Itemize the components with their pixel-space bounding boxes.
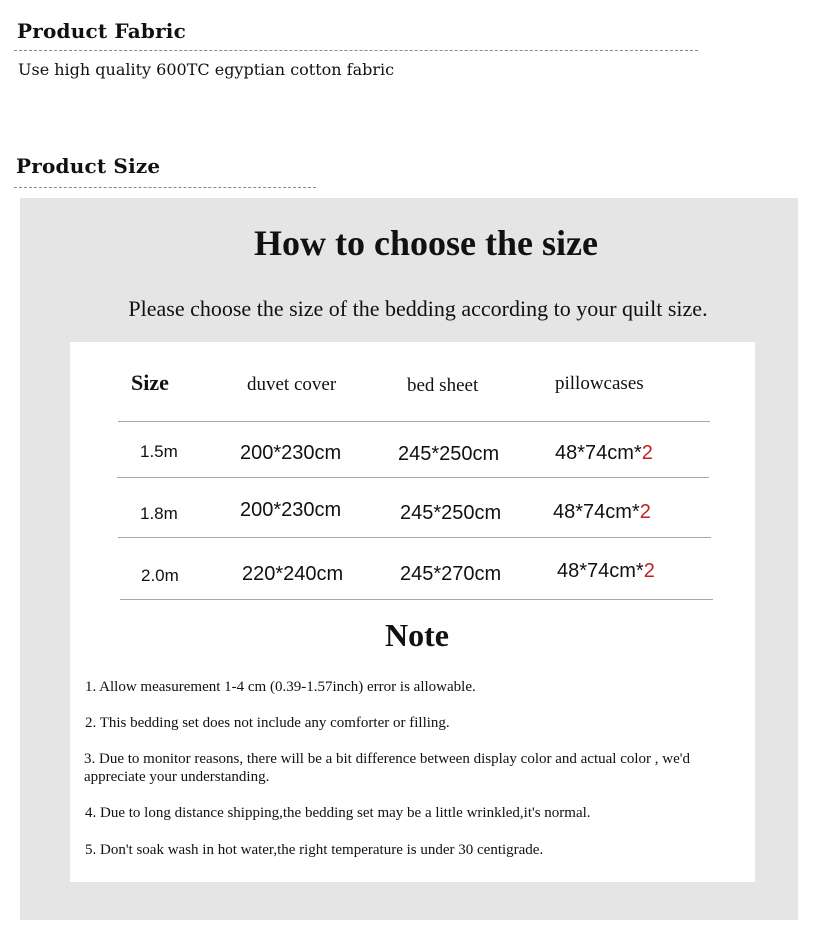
row-sheet: 245*270cm bbox=[400, 563, 502, 585]
header-duvet-cover: duvet cover bbox=[247, 374, 337, 395]
note-item: 4. Due to long distance shipping,the bedding set may be a little wrinkled,it's normal. bbox=[85, 805, 591, 821]
note-item: 1. Allow measurement 1-4 cm (0.39-1.57inch) error is allowable. bbox=[85, 679, 476, 695]
pillow-quantity: 2 bbox=[643, 560, 655, 582]
row-sheet: 245*250cm bbox=[398, 443, 500, 465]
row-duvet: 200*230cm bbox=[240, 442, 342, 464]
note-item: 3. Due to monitor reasons, there will be a bit difference between display color and actual color , we'd appreciate your understanding. bbox=[84, 751, 690, 785]
row-pillow bbox=[553, 501, 651, 524]
fabric-divider bbox=[14, 50, 698, 51]
pillow-size: 48*74cm* bbox=[557, 560, 644, 582]
note-item: 2. This bedding set does not include any comforter or filling. bbox=[85, 715, 450, 731]
fabric-description: Use high quality 600TC egyptian cotton fabric bbox=[18, 60, 395, 79]
table-rule bbox=[117, 477, 709, 478]
header-bed-sheet: bed sheet bbox=[407, 375, 479, 396]
guide-title: How to choose the size bbox=[254, 223, 598, 263]
size-divider bbox=[14, 187, 316, 188]
pillow-quantity: 2 bbox=[639, 501, 651, 523]
pillow-size: 48*74cm* bbox=[553, 501, 640, 523]
pillow-quantity: 2 bbox=[641, 442, 653, 464]
row-duvet: 200*230cm bbox=[240, 499, 342, 521]
row-pillow bbox=[557, 560, 655, 583]
table-rule bbox=[118, 421, 710, 422]
note-title: Note bbox=[385, 617, 449, 653]
size-table-card bbox=[70, 342, 755, 882]
row-pillow bbox=[555, 442, 653, 465]
header-size: Size bbox=[131, 370, 169, 395]
row-size: 1.8m bbox=[140, 504, 178, 523]
fabric-heading: Product Fabric bbox=[17, 19, 186, 43]
pillow-size: 48*74cm* bbox=[555, 442, 642, 464]
size-heading: Product Size bbox=[16, 154, 161, 178]
row-size: 2.0m bbox=[141, 566, 179, 585]
row-size: 1.5m bbox=[140, 442, 178, 461]
guide-subtitle: Please choose the size of the bedding according to your quilt size. bbox=[128, 296, 708, 321]
note-item: 5. Don't soak wash in hot water,the right temperature is under 30 centigrade. bbox=[85, 842, 544, 858]
row-sheet: 245*250cm bbox=[400, 502, 502, 524]
table-rule bbox=[118, 537, 711, 538]
header-pillowcases: pillowcases bbox=[555, 373, 644, 394]
row-duvet: 220*240cm bbox=[242, 563, 344, 585]
table-rule bbox=[120, 599, 713, 600]
